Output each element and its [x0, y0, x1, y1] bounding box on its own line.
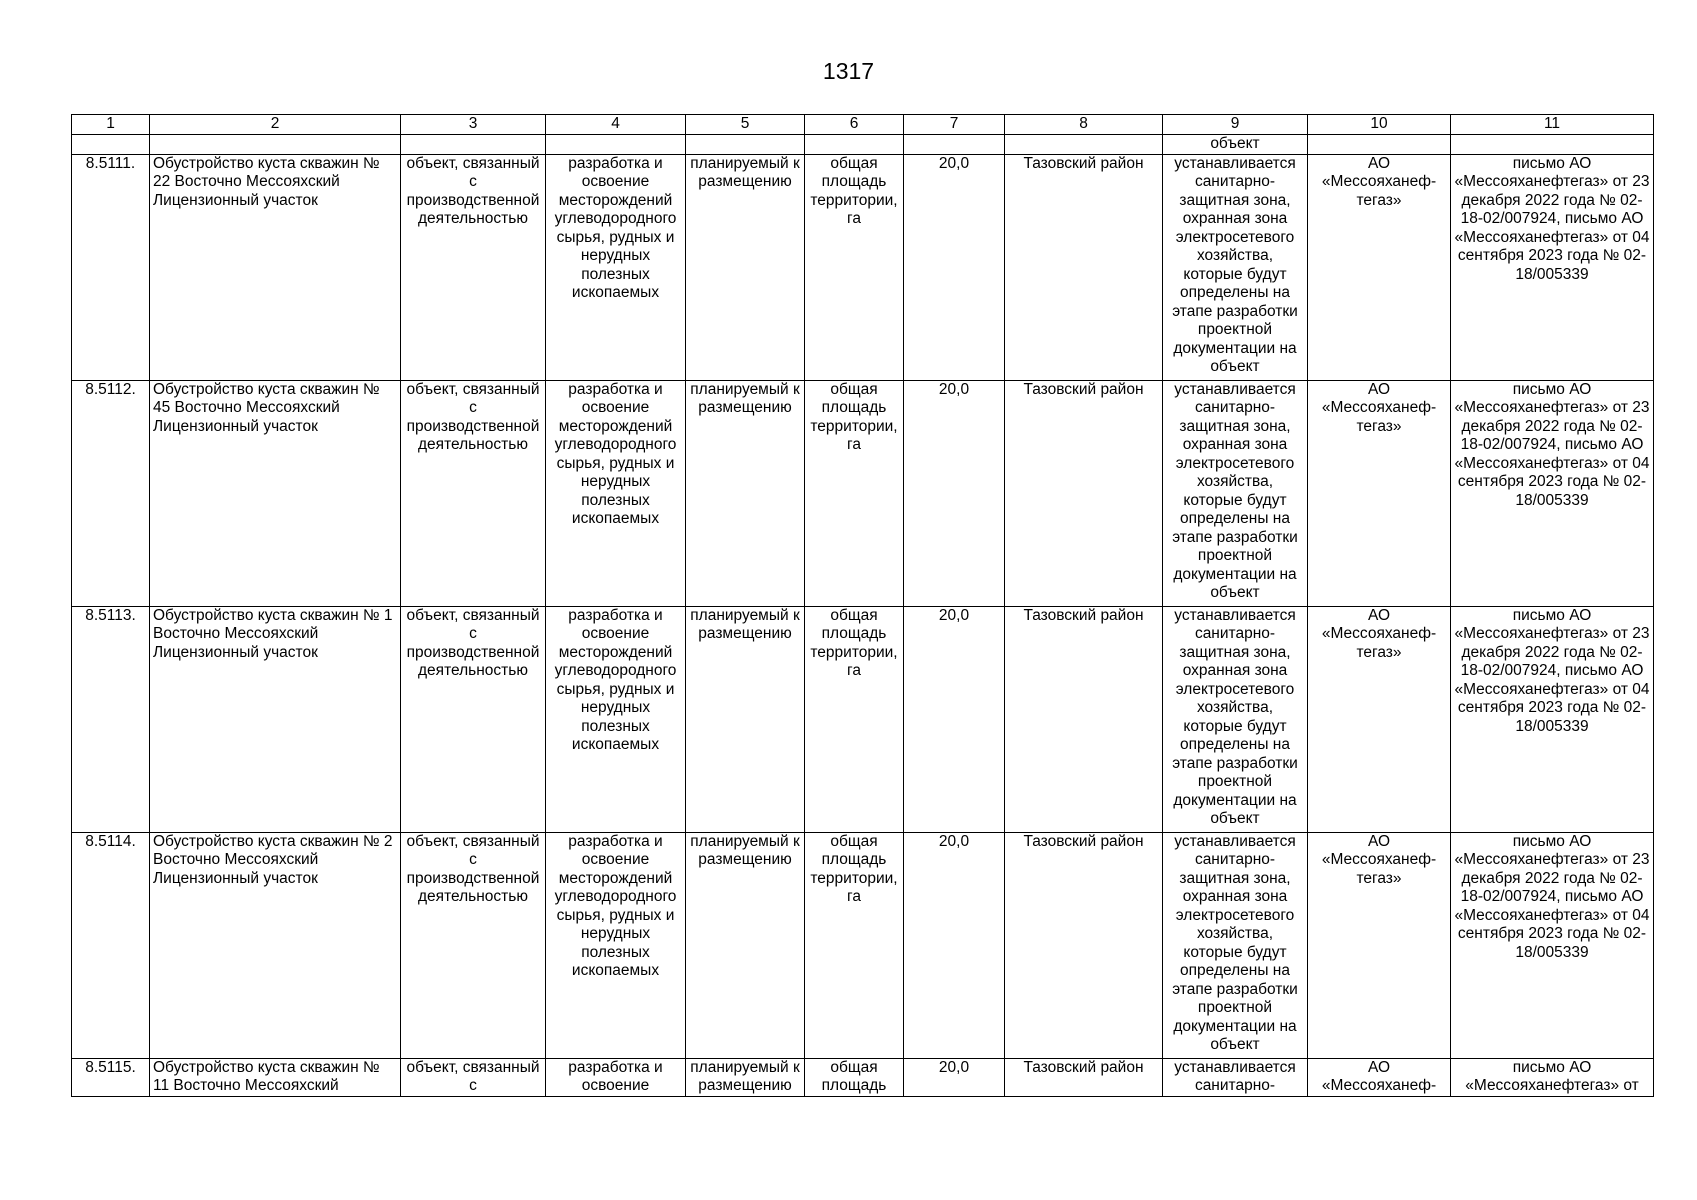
- object-name-cell: Обустройство куста скважин № 2 Восточно Мессояхский Лицензионный участок: [150, 832, 401, 1058]
- table-cell: [401, 135, 546, 155]
- characteristic-cell: общая площадь территории, га: [805, 380, 904, 606]
- column-number: 7: [904, 115, 1005, 135]
- page-number: 1317: [822, 58, 875, 84]
- characteristic-cell: общая площадь: [805, 1058, 904, 1096]
- basis-cell: письмо АО «Мессояханефтегаз» от: [1451, 1058, 1654, 1096]
- basis-cell: письмо АО «Мессояханефтегаз» от 23 декабря 2022 года № 02-18-02/007924, письмо АО «Мессояханефтегаз» от 04 сентября 2023 года № 02-18/005339: [1451, 606, 1654, 832]
- value-cell: 20,0: [904, 380, 1005, 606]
- document-table: [71, 114, 1654, 1097]
- column-number: 10: [1308, 115, 1451, 135]
- location-cell: Тазовский район: [1005, 380, 1163, 606]
- location-cell: Тазовский район: [1005, 154, 1163, 380]
- column-number: 9: [1163, 115, 1308, 135]
- status-cell: планируемый к размещению: [686, 832, 805, 1058]
- column-number: 5: [686, 115, 805, 135]
- table-cell: [1451, 135, 1654, 155]
- owner-cell: АО «Мессояханеф-тегаз»: [1308, 154, 1451, 380]
- zone-cell: устанавливается санитарно-защитная зона, охранная зона электросетевого хозяйства, которые будут определены на этапе разработки проектной документации на объект: [1163, 380, 1308, 606]
- row-number-cell: 8.5114.: [72, 832, 150, 1058]
- status-cell: планируемый к размещению: [686, 606, 805, 832]
- object-type-cell: объект, связанный с: [401, 1058, 546, 1096]
- status-cell: планируемый к размещению: [686, 1058, 805, 1096]
- table-cell: [72, 135, 150, 155]
- value-cell: 20,0: [904, 154, 1005, 380]
- row-number-cell: 8.5115.: [72, 1058, 150, 1096]
- column-number: 4: [546, 115, 686, 135]
- table-cell: [805, 135, 904, 155]
- table-cell: [686, 135, 805, 155]
- column-number: 11: [1451, 115, 1654, 135]
- table-cell: [546, 135, 686, 155]
- basis-cell: письмо АО «Мессояханефтегаз» от 23 декабря 2022 года № 02-18-02/007924, письмо АО «Мессояханефтегаз» от 04 сентября 2023 года № 02-18/005339: [1451, 832, 1654, 1058]
- owner-cell: АО «Мессояханеф-тегаз»: [1308, 832, 1451, 1058]
- column-number: 2: [150, 115, 401, 135]
- purpose-cell: разработка и освоение месторождений углеводородного сырья, рудных и нерудных полезных ископаемых: [546, 606, 686, 832]
- status-cell: планируемый к размещению: [686, 380, 805, 606]
- object-name-cell: Обустройство куста скважин № 22 Восточно Мессояхский Лицензионный участок: [150, 154, 401, 380]
- table-cell: [1308, 135, 1451, 155]
- object-type-cell: объект, связанный с производственной деятельностью: [401, 380, 546, 606]
- value-cell: 20,0: [904, 606, 1005, 832]
- value-cell: 20,0: [904, 1058, 1005, 1096]
- owner-cell: АО «Мессояханеф-тегаз»: [1308, 606, 1451, 832]
- owner-cell: АО «Мессояханеф-: [1308, 1058, 1451, 1096]
- table-cell: [1005, 135, 1163, 155]
- characteristic-cell: общая площадь территории, га: [805, 832, 904, 1058]
- location-cell: Тазовский район: [1005, 832, 1163, 1058]
- table-cell: [904, 135, 1005, 155]
- object-type-cell: объект, связанный с производственной деятельностью: [401, 832, 546, 1058]
- purpose-cell: разработка и освоение месторождений углеводородного сырья, рудных и нерудных полезных ископаемых: [546, 380, 686, 606]
- column-number: 8: [1005, 115, 1163, 135]
- value-cell: 20,0: [904, 832, 1005, 1058]
- purpose-cell: разработка и освоение месторождений углеводородного сырья, рудных и нерудных полезных ископаемых: [546, 154, 686, 380]
- table-row: [72, 380, 1654, 606]
- table-cell: [150, 135, 401, 155]
- continuation-row: [72, 135, 1654, 155]
- object-name-cell: Обустройство куста скважин № 1 Восточно Мессояхский Лицензионный участок: [150, 606, 401, 832]
- basis-cell: письмо АО «Мессояханефтегаз» от 23 декабря 2022 года № 02-18-02/007924, письмо АО «Мессояханефтегаз» от 04 сентября 2023 года № 02-18/005339: [1451, 380, 1654, 606]
- purpose-cell: разработка и освоение месторождений углеводородного сырья, рудных и нерудных полезных ископаемых: [546, 832, 686, 1058]
- table-row: [72, 606, 1654, 832]
- table-row: [72, 832, 1654, 1058]
- object-name-cell: Обустройство куста скважин № 45 Восточно Мессояхский Лицензионный участок: [150, 380, 401, 606]
- zone-cell: устанавливается санитарно-: [1163, 1058, 1308, 1096]
- zone-cell: объект: [1163, 135, 1308, 155]
- characteristic-cell: общая площадь территории, га: [805, 606, 904, 832]
- basis-cell: письмо АО «Мессояханефтегаз» от 23 декабря 2022 года № 02-18-02/007924, письмо АО «Мессояханефтегаз» от 04 сентября 2023 года № 02-18/005339: [1451, 154, 1654, 380]
- row-number-cell: 8.5112.: [72, 380, 150, 606]
- column-number-row: [72, 115, 1654, 135]
- status-cell: планируемый к размещению: [686, 154, 805, 380]
- object-type-cell: объект, связанный с производственной деятельностью: [401, 154, 546, 380]
- table-row: [72, 1058, 1654, 1096]
- zone-cell: устанавливается санитарно-защитная зона, охранная зона электросетевого хозяйства, которые будут определены на этапе разработки проектной документации на объект: [1163, 154, 1308, 380]
- column-number: 1: [72, 115, 150, 135]
- location-cell: Тазовский район: [1005, 606, 1163, 832]
- table-row: [72, 154, 1654, 380]
- zone-cell: устанавливается санитарно-защитная зона, охранная зона электросетевого хозяйства, которые будут определены на этапе разработки проектной документации на объект: [1163, 606, 1308, 832]
- object-type-cell: объект, связанный с производственной деятельностью: [401, 606, 546, 832]
- owner-cell: АО «Мессояханеф-тегаз»: [1308, 380, 1451, 606]
- characteristic-cell: общая площадь территории, га: [805, 154, 904, 380]
- row-number-cell: 8.5111.: [72, 154, 150, 380]
- column-number: 3: [401, 115, 546, 135]
- object-name-cell: Обустройство куста скважин № 11 Восточно Мессояхский: [150, 1058, 401, 1096]
- zone-cell: устанавливается санитарно-защитная зона, охранная зона электросетевого хозяйства, которые будут определены на этапе разработки проектной документации на объект: [1163, 832, 1308, 1058]
- column-number: 6: [805, 115, 904, 135]
- location-cell: Тазовский район: [1005, 1058, 1163, 1096]
- row-number-cell: 8.5113.: [72, 606, 150, 832]
- purpose-cell: разработка и освоение: [546, 1058, 686, 1096]
- table-body: [72, 115, 1654, 1097]
